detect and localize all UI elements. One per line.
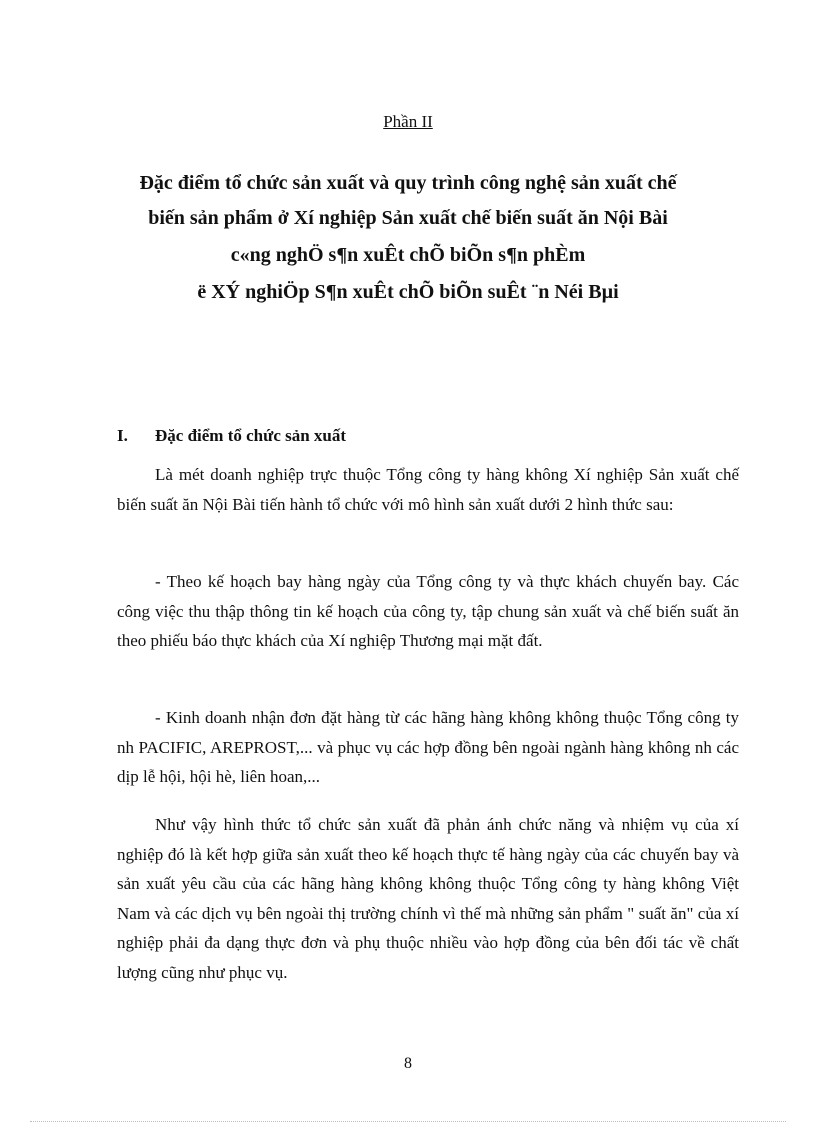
part-label: Phần II bbox=[383, 112, 433, 131]
paragraph-1: Là mét doanh nghiệp trực thuộc Tổng công ty hàng không Xí nghiệp Sản xuất chế biến suất ăn Nội Bài tiến hành tổ chức với mô hình sản xuất dưới 2 hình thức sau: bbox=[117, 465, 739, 514]
section-title: Đặc điểm tổ chức sản xuất bbox=[155, 426, 347, 445]
paragraph-4: Như vậy hình thức tổ chức sản xuất đã phản ánh chức năng và nhiệm vụ của xí nghiệp đó là kết hợp giữa sản xuất theo kế hoạch thực tế hàng ngày của các chuyến bay và sản xuất yêu cầu của các hãng hàng không không thuộc Tổng công ty hàng không Việt Nam và các dịch vụ bên ngoài thị trường chính vì thế mà những sản phẩm " suất ăn" của xí nghiệp phải đa dạng thực đơn và phụ thuộc nhiều vào hợp đồng của bên đối tác về chất lượng cũng như phục vụ. bbox=[117, 815, 739, 982]
title-line-3: c«ng nghÖ s¶n xuÊt chÕ biÕn s¶n phÈm bbox=[230, 244, 586, 266]
section-number: I. bbox=[117, 426, 128, 445]
title-line-4: ë XÝ nghiÖp S¶n xuÊt chÕ biÕn suÊt ¨n Néi Bµi bbox=[197, 281, 619, 303]
title-line-2: biến sản phẩm ở Xí nghiệp Sản xuất chế biến suất ăn Nội Bài bbox=[148, 207, 668, 229]
title-line-1: Đặc điểm tổ chức sản xuất và quy trình công nghệ sản xuất chế bbox=[139, 172, 677, 194]
paragraph-3: - Kinh doanh nhận đơn đặt hàng từ các hãng hàng không không thuộc Tổng công ty nh PACIFIC, AREPROST,... và phục vụ các hợp đồng bên ngoài ngành hàng không nh các dịp lễ hội, hội hè, liên hoan,... bbox=[117, 708, 739, 786]
section-heading bbox=[117, 426, 346, 446]
page-number: 8 bbox=[404, 1055, 412, 1072]
page-bottom-rule bbox=[30, 1121, 786, 1122]
paragraph-2: - Theo kế hoạch bay hàng ngày của Tổng công ty và thực khách chuyến bay. Các công việc thu thập thông tin kế hoạch của công ty, tập chung sản xuất và chế biến suất ăn theo phiếu báo thực khách của Xí nghiệp Thương mại mặt đất. bbox=[117, 572, 739, 650]
